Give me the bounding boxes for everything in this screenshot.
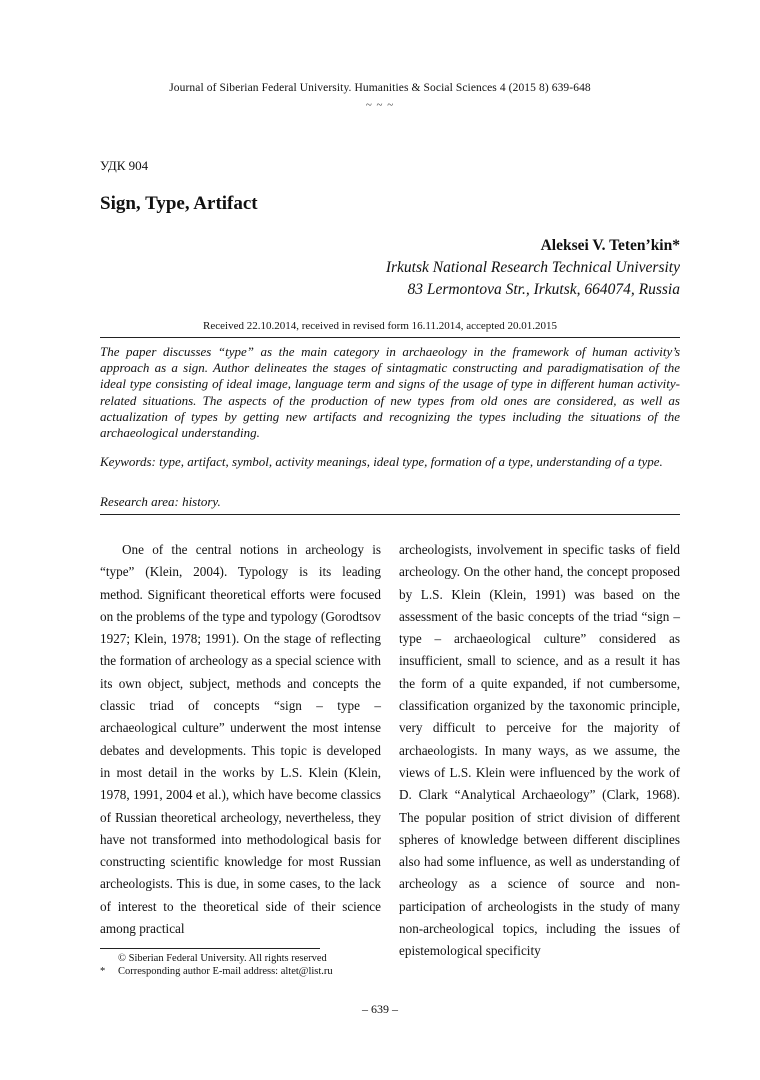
abstract-top-rule [100,337,680,338]
abstract: The paper discusses “type” as the main category in archaeology in the framework of human activity’s approach as a sign. Author delineates the stages of sintagmatic constructing and paradigmatisation of the ideal type consisting of ideal image, language term and signs of the usage of type in different human activity-related situations. The aspects of the production of new types from old ones are considered, as well as actualization of types by getting new artifacts and recognizing the types including the situations of the archaeological understanding. [100,344,680,441]
research-area: Research area: history. [100,494,221,509]
footnote-mark: * [100,966,106,977]
corresponding-author-footnote [100,965,333,978]
body-paragraph-continued: archeologists, involvement in specific tasks of field archeology. On the other hand, the concept proposed by L.S. Klein (Klein, 1991) was based on the assessment of the basic concepts of the triad “sign – type – archaeological culture” considered as insufficient, small to science, and as a result it has the form of a quite expanded, if not cumbersome, classification organized by the taxonomic principle, very difficult to perceive for the majority of archaeologists. In many ways, as we assume, the views of L.S. Klein were influenced by the work of D. Clark “Analytical Archaeology” (Clark, 1968). The popular position of strict division of different spheres of knowledge between different disciplines also had some influence, as well as understanding of archeology as a science of source and non-participation of archeologists in the study of many non-archeological topics, including the issues of epistemological specificity [399,542,680,959]
corresponding-author-email: Corresponding author E-mail address: altet@list.ru [118,966,333,977]
footnote-rule [100,948,320,949]
copyright-footnote: © Siberian Federal University. All rights reserved [118,953,327,964]
page-number: – 639 – [362,1002,398,1016]
journal-header: Journal of Siberian Federal University. Humanities & Social Sciences 4 (2015 8) 639-648 [169,82,591,94]
author-name: Aleksei V. Teten’kin* [540,237,680,254]
author-block [386,235,680,301]
body-left-column [100,539,381,940]
received-dates: Received 22.10.2014, received in revised form 16.11.2014, accepted 20.01.2015 [203,320,557,332]
author-address: 83 Lermontova Str., Irkutsk, 664074, Russia [407,281,680,298]
abstract-bottom-rule [100,514,680,515]
author-affiliation: Irkutsk National Research Technical University [385,259,680,276]
keywords: Keywords: type, artifact, symbol, activity meanings, ideal type, formation of a type, understanding of a type. [100,454,663,469]
article-title: Sign, Type, Artifact [100,193,258,214]
udk-code: УДК 904 [100,158,149,173]
header-ornament: ~ ~ ~ [365,99,395,111]
body-paragraph: One of the central notions in archeology is “type” (Klein, 2004). Typology is its leading method. Significant theoretical efforts were focused on the problems of the type and typology (Gorodtsov 1927; Klein, 1978; 1991). On the stage of reflecting the formation of archeology as a special science with its own object, subject, methods and concepts the classic triad of concepts “sign – type – archaeological culture” underwent the most intense debates and developments. This topic is developed in most detail in the works by L.S. Klein (Klein, 1978, 1991, 2004 et al.), which have become classics of Russian theoretical archeology, nevertheless, they have not transformed into methodological basis for constructing scientific knowledge for most Russian archeologists. This is due, in some cases, to the lack of interest to the theoretical side of their science among practical [100,542,381,937]
body-right-column [399,539,680,963]
